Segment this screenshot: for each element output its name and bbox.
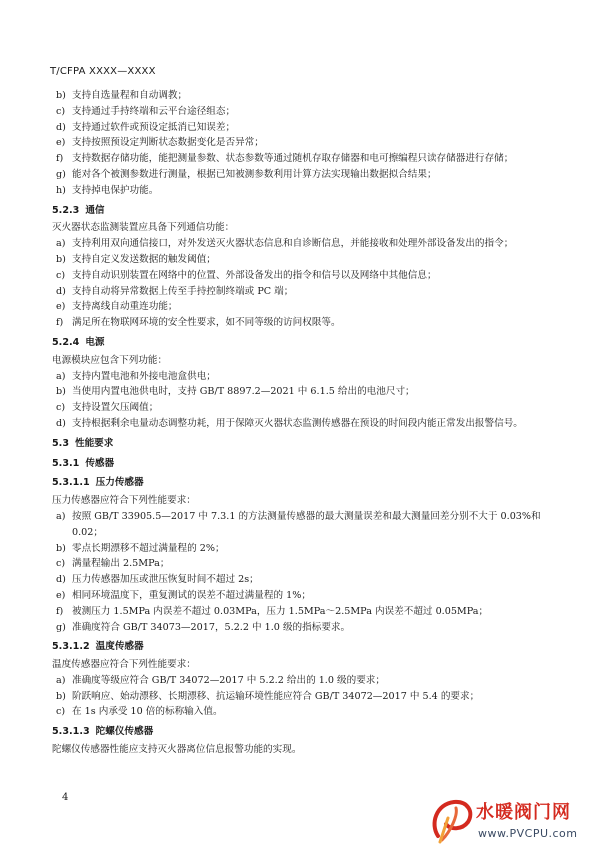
list-item (52, 299, 546, 315)
list-item (52, 509, 546, 541)
list-item-text: 支持自选量程和自动调教； (72, 90, 188, 101)
list-item-label: c) (56, 269, 66, 281)
list-item-text: 支持自动识别装置在网络中的位置、外部设备发出的指令和信号以及网络中其他信息； (72, 269, 437, 281)
list-item-text: 支持离线自动重连功能； (72, 301, 178, 313)
list-item-text: 按照 GB/T 33905.5—2017 中 7.3.1 的方法测量传感器的最大测量误差和最大测量回差分别不大于 0.03%和 0.02； (72, 510, 541, 538)
list-item (52, 572, 546, 588)
watermark-title: 水暖阀门网 (476, 802, 571, 823)
list-item-text: 支持通过软件或预设定抵消已知误差； (72, 121, 236, 133)
list-item-label: e) (56, 589, 66, 601)
list-item-label: g) (56, 621, 66, 633)
list-item (52, 88, 546, 104)
list-item-label: a) (56, 370, 66, 382)
list-item-label: e) (56, 137, 66, 149)
section-number: 5.2.3 (52, 204, 80, 216)
list-item (52, 541, 546, 557)
list-item (52, 167, 546, 183)
list-temperature-sensor-items (52, 673, 546, 720)
list-item-label: c) (56, 558, 66, 570)
section-number: 5.3 (52, 437, 69, 449)
list-item (52, 120, 546, 136)
list-item-label: f) (56, 317, 64, 329)
list-item (52, 588, 546, 604)
list-item-text: 支持按照预设定判断状态数据变化是否异常； (72, 137, 264, 149)
section-title: 陀螺仪传感器 (95, 726, 154, 738)
list-item-text: 在 1s 内承受 10 倍的标称输入值。 (72, 706, 223, 718)
list-item-label: f) (56, 605, 64, 617)
list-function-items (52, 88, 546, 199)
list-item (52, 284, 546, 300)
list-item (52, 252, 546, 268)
document-id-header: T/CFPA XXXX—XXXX (50, 66, 156, 77)
section-title: 压力传感器 (95, 477, 144, 489)
list-item-label: c) (56, 402, 66, 414)
list-item (52, 384, 546, 400)
list-item-label: b) (56, 386, 66, 398)
section-number: 5.3.1 (52, 457, 80, 469)
list-item-text: 压力传感器加压或泄压恢复时间不超过 2s； (72, 574, 259, 586)
list-item-label: b) (56, 542, 66, 554)
section-number: 5.3.1.1 (52, 477, 90, 489)
list-item-text: 当使用内置电池供电时，支持 GB/T 8897.2—2021 中 6.1.5 给出的电池尺寸； (72, 386, 415, 398)
section-intro: 灭火器状态监测装置应具备下列通信功能： (52, 222, 235, 234)
list-item (52, 416, 546, 432)
list-item (52, 151, 546, 167)
section-number: 5.3.1.3 (52, 726, 90, 738)
section-intro: 陀螺仪传感器性能应支持灭火器离位信息报警功能的实现。 (52, 744, 302, 756)
list-pressure-sensor-items (52, 509, 546, 635)
list-item-label: d) (56, 417, 66, 429)
section-heading-5-2-3 (52, 203, 546, 219)
section-heading-5-2-4 (52, 335, 546, 351)
list-item-text: 支持数据存储功能，能把测量参数、状态参数等通过随机存取存储器和电可擦编程只读存储器进行存储； (72, 153, 514, 165)
list-item (52, 400, 546, 416)
list-item-label: b) (56, 253, 66, 265)
section-title: 电源 (85, 336, 105, 348)
section-heading-5-3-1-3 (52, 724, 546, 740)
list-item-label: e) (56, 301, 66, 313)
list-item-label: c) (56, 105, 66, 117)
section-title: 通信 (85, 204, 105, 216)
section-heading-5-3-1 (52, 456, 546, 472)
list-item-text: 被测压力 1.5MPa 内误差不超过 0.03MPa，压力 1.5MPa～2.5MPa 内误差不超过 0.05MPa； (72, 605, 489, 617)
list-item-text: 支持利用双向通信接口，对外发送灭火器状态信息和自诊断信息，并能接收和处理外部设备发出的指令； (72, 238, 514, 250)
list-item (52, 556, 546, 572)
list-item-label: a) (56, 674, 66, 686)
list-item-text: 阶跃响应、始动漂移、长期漂移、抗运输环境性能应符合 GB/T 34072—2017 中 5.4 的要求； (72, 690, 480, 702)
list-item-text: 满足所在物联网环境的安全性要求，如不同等级的访问权限等。 (72, 317, 341, 329)
list-item-text: 零点长期漂移不超过满量程的 2%； (72, 542, 225, 554)
list-item-label: b) (56, 690, 66, 702)
list-item (52, 673, 546, 689)
list-item (52, 135, 546, 151)
list-item-text: 支持内置电池和外接电池盒供电； (72, 370, 216, 382)
list-item (52, 604, 546, 620)
list-item-text: 准确度符合 GB/T 34073—2017，5.2.2 中 1.0 级的指标要求。 (72, 621, 351, 633)
list-power-items (52, 369, 546, 432)
list-item-text: 准确度等级应符合 GB/T 34072—2017 中 5.2.2 给出的 1.0 级的要求； (72, 674, 385, 686)
list-item-text: 相同环境温度下，重复测试的误差不超过满量程的 1%； (72, 589, 311, 601)
list-item (52, 236, 546, 252)
list-item-text: 满量程输出 2.5MPa； (72, 558, 170, 570)
list-item-label: a) (56, 238, 66, 250)
list-communication-items (52, 236, 546, 331)
list-item-text: 支持根据剩余电量动态调整功耗，用于保障灭火器状态监测传感器在预设的时间段内能正常发出报警信号。 (72, 417, 523, 429)
list-item-text: 支持掉电保护功能。 (72, 184, 159, 196)
section-title: 性能要求 (75, 437, 114, 449)
list-item (52, 704, 546, 720)
section-title: 传感器 (85, 457, 115, 469)
section-title: 温度传感器 (95, 641, 144, 653)
list-item-label: d) (56, 121, 66, 133)
list-item-label: d) (56, 285, 66, 297)
list-item (52, 620, 546, 636)
list-item (52, 183, 546, 199)
list-item-label: d) (56, 574, 66, 586)
list-item (52, 268, 546, 284)
list-item-label: b) (56, 90, 66, 101)
watermark-logo (428, 796, 598, 848)
page-content (52, 88, 546, 758)
section-heading-5-3-1-1 (52, 475, 546, 491)
list-item-label: c) (56, 706, 66, 718)
section-intro: 压力传感器应符合下列性能要求： (52, 495, 196, 507)
list-item (52, 369, 546, 385)
list-item-label: a) (56, 510, 66, 522)
list-item-text: 支持通过手持终端和云平台途径组态； (72, 105, 236, 117)
section-number: 5.3.1.2 (52, 641, 90, 653)
watermark-swirl-icon (428, 796, 476, 846)
list-item-text: 支持自动将异常数据上传至手持控制终端或 PC 端； (72, 285, 294, 297)
watermark-url: www.PVCPU.com (478, 827, 578, 840)
list-item-label: h) (56, 184, 66, 196)
list-item-label: g) (56, 168, 66, 180)
section-heading-5-3 (52, 436, 546, 452)
list-item-text: 支持设置欠压阈值； (72, 402, 159, 414)
list-item (52, 689, 546, 705)
section-heading-5-3-1-2 (52, 639, 546, 655)
list-item-text: 能对各个被测参数进行测量，根据已知被测参数利用计算方法实现输出数据拟合结果； (72, 168, 437, 180)
section-intro: 温度传感器应符合下列性能要求： (52, 659, 196, 671)
section-intro: 电源模块应包含下列功能： (52, 354, 168, 366)
page-number: 4 (62, 792, 69, 803)
list-item (52, 315, 546, 331)
list-item-label: f) (56, 153, 64, 165)
list-item (52, 104, 546, 120)
list-item-text: 支持自定义发送数据的触发阈值； (72, 253, 216, 265)
section-number: 5.2.4 (52, 336, 80, 348)
